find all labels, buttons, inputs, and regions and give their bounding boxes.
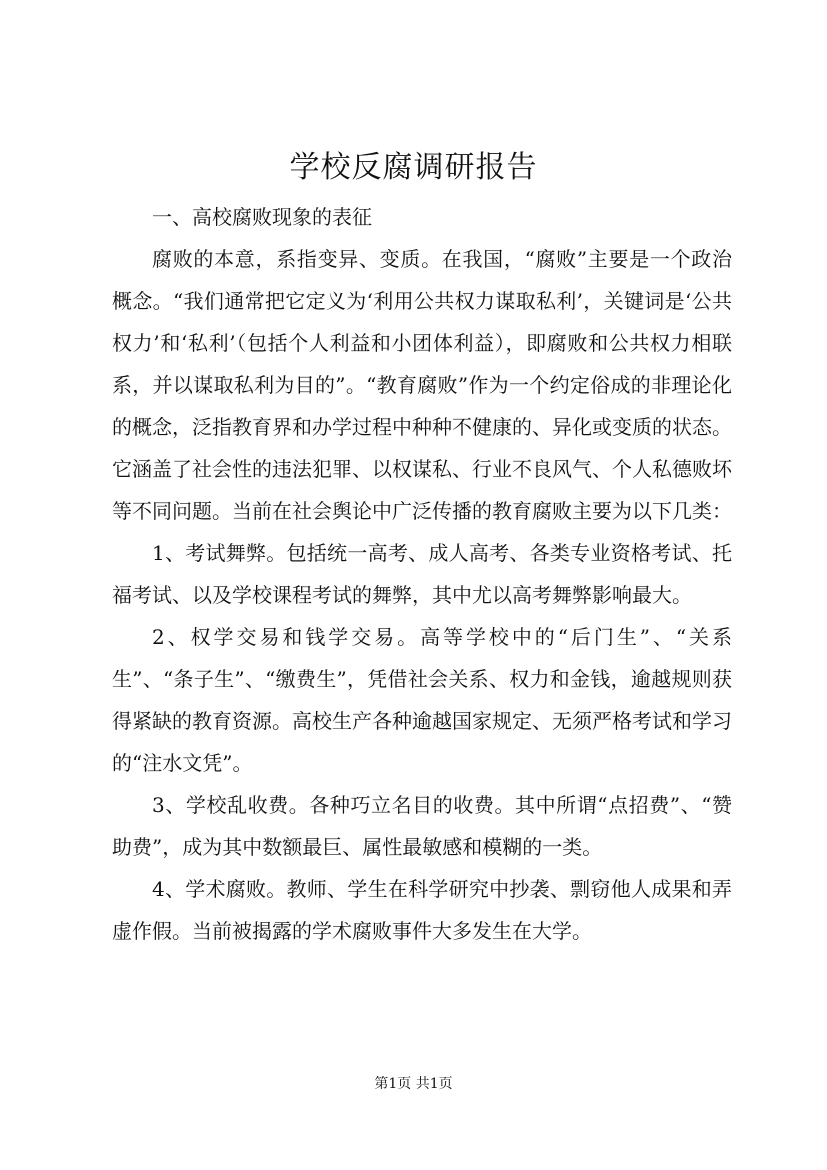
page-number: 第1页 共1页 (374, 1076, 453, 1092)
paragraph-intro: 腐败的本意，系指变异、变质。在我国，“腐败”主要是一个政治概念。“我们通常把它定义为‘利用公共权力谋取私利’，关键词是‘公共权力’和‘私利’（包括个人利益和小团体利益），即腐败和公共权力相联系，并以谋取私利为目的”。“教育腐败”作为一个约定俗成的非理论化的概念，泛指教育界和办学过程中种种不健康的、异化或变质的状态。它涵盖了社会性的违法犯罪、以权谋私、行业不良风气、个人私德败坏等不同问题。当前在社会舆论中广泛传播的教育腐败主要为以下几类： (112, 247, 732, 523)
document-body (112, 196, 732, 952)
paragraph-item-3: 3、学校乱收费。各种巧立名目的收费。其中所谓“点招费”、“赞助费”，成为其中数额最巨、属性最敏感和模糊的一类。 (112, 793, 732, 859)
document-title: 学校反腐调研报告 (289, 150, 538, 185)
paragraph-item-4: 4、学术腐败。教师、学生在科学研究中抄袭、剽窃他人成果和弄虚作假。当前被揭露的学术腐败事件大多发生在大学。 (112, 877, 732, 943)
paragraph-item-1: 1、考试舞弊。包括统一高考、成人高考、各类专业资格考试、托福考试、以及学校课程考试的舞弊，其中尤以高考舞弊影响最大。 (112, 541, 732, 607)
section-heading: 一、高校腐败现象的表征 (152, 205, 372, 229)
paragraph-item-2: 2、权学交易和钱学交易。高等学校中的“后门生”、“关系生”、“条子生”、“缴费生”，凭借社会关系、权力和金钱，逾越规则获得紧缺的教育资源。高校生产各种逾越国家规定、无须严格考试和学习的“注水文凭”。 (112, 625, 732, 775)
